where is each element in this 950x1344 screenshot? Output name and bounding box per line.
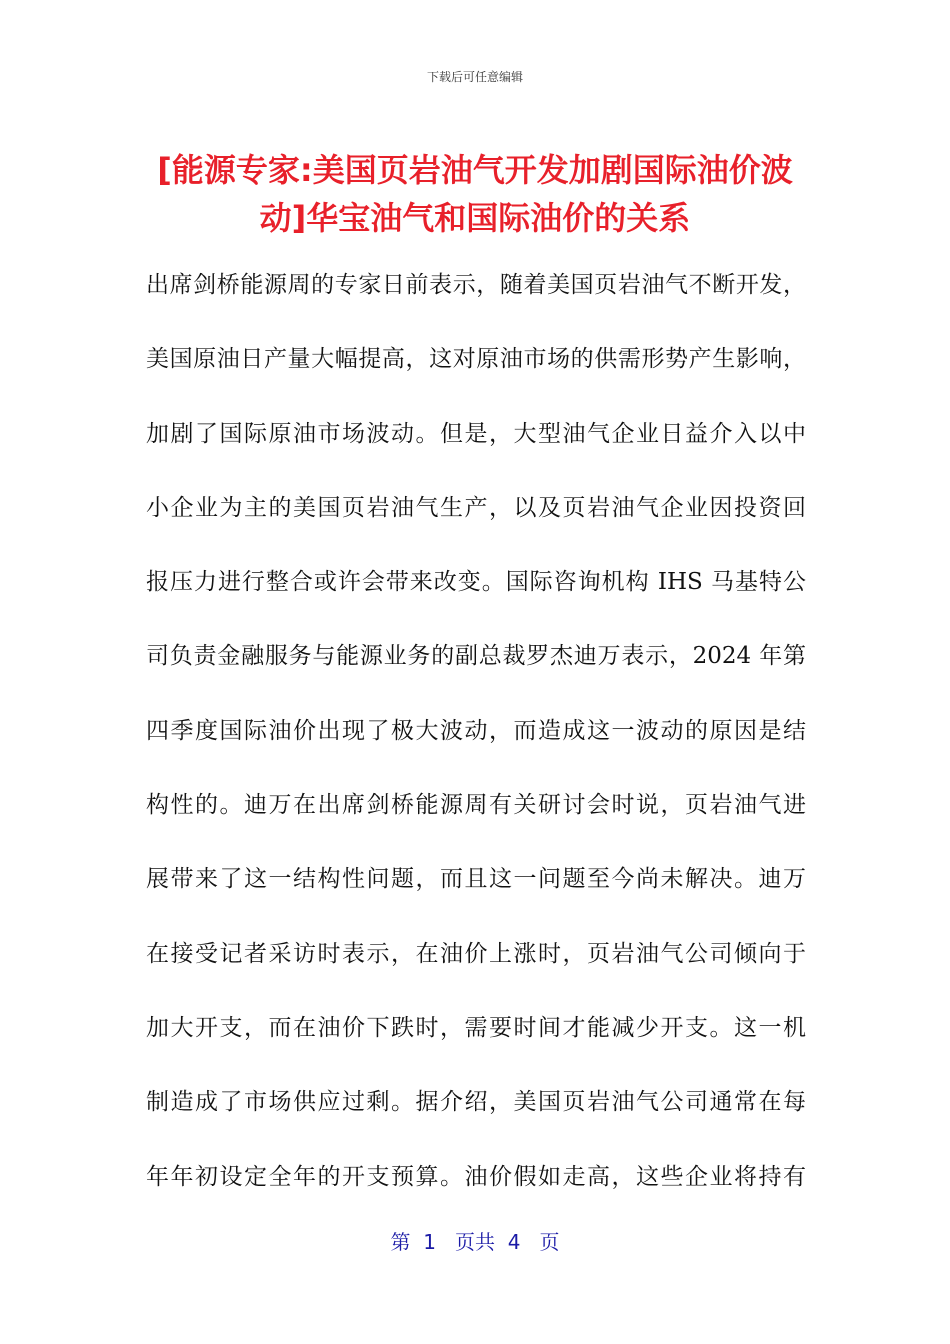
body-line: 制造成了市场供应过剩。据介绍，美国页岩油气公司通常在每 <box>146 1089 806 1116</box>
title-line-2: 动]华宝油气和国际油价的关系 <box>259 199 691 237</box>
page-number: 第 1 页共 4 页 <box>390 1230 560 1254</box>
body-line: 司负责金融服务与能源业务的副总裁罗杰迪万表示，2024 年第 <box>146 643 806 670</box>
body-line: 构性的。迪万在出席剑桥能源周有关研讨会时说，页岩油气进 <box>146 792 806 819</box>
body-line: 展带来了这一结构性问题，而且这一问题至今尚未解决。迪万 <box>146 866 806 893</box>
body-line: 美国原油日产量大幅提高，这对原油市场的供需形势产生影响， <box>146 346 806 373</box>
body-line: 小企业为主的美国页岩油气生产，以及页岩油气企业因投资回 <box>146 494 806 521</box>
title-line-1: [能源专家:美国页岩油气开发加剧国际油价波 <box>157 151 793 189</box>
header-note: 下载后可任意编辑 <box>426 70 523 84</box>
body-line: 四季度国际油价出现了极大波动，而造成这一波动的原因是结 <box>146 717 806 744</box>
body-line: 加大开支，而在油价下跌时，需要时间才能减少开支。这一机 <box>146 1014 806 1041</box>
body-line: 出席剑桥能源周的专家日前表示，随着美国页岩油气不断开发， <box>146 272 806 298</box>
body-text <box>146 248 806 1214</box>
body-line: 报压力进行整合或许会带来改变。国际咨询机构 IHS 马基特公 <box>146 569 806 596</box>
body-line: 在接受记者采访时表示，在油价上涨时，页岩油气公司倾向于 <box>146 940 806 967</box>
body-line: 年年初设定全年的开支预算。油价假如走高，这些企业将持有 <box>146 1163 806 1190</box>
document-title <box>120 146 830 242</box>
body-line: 加剧了国际原油市场波动。但是，大型油气企业日益介入以中 <box>146 420 806 447</box>
